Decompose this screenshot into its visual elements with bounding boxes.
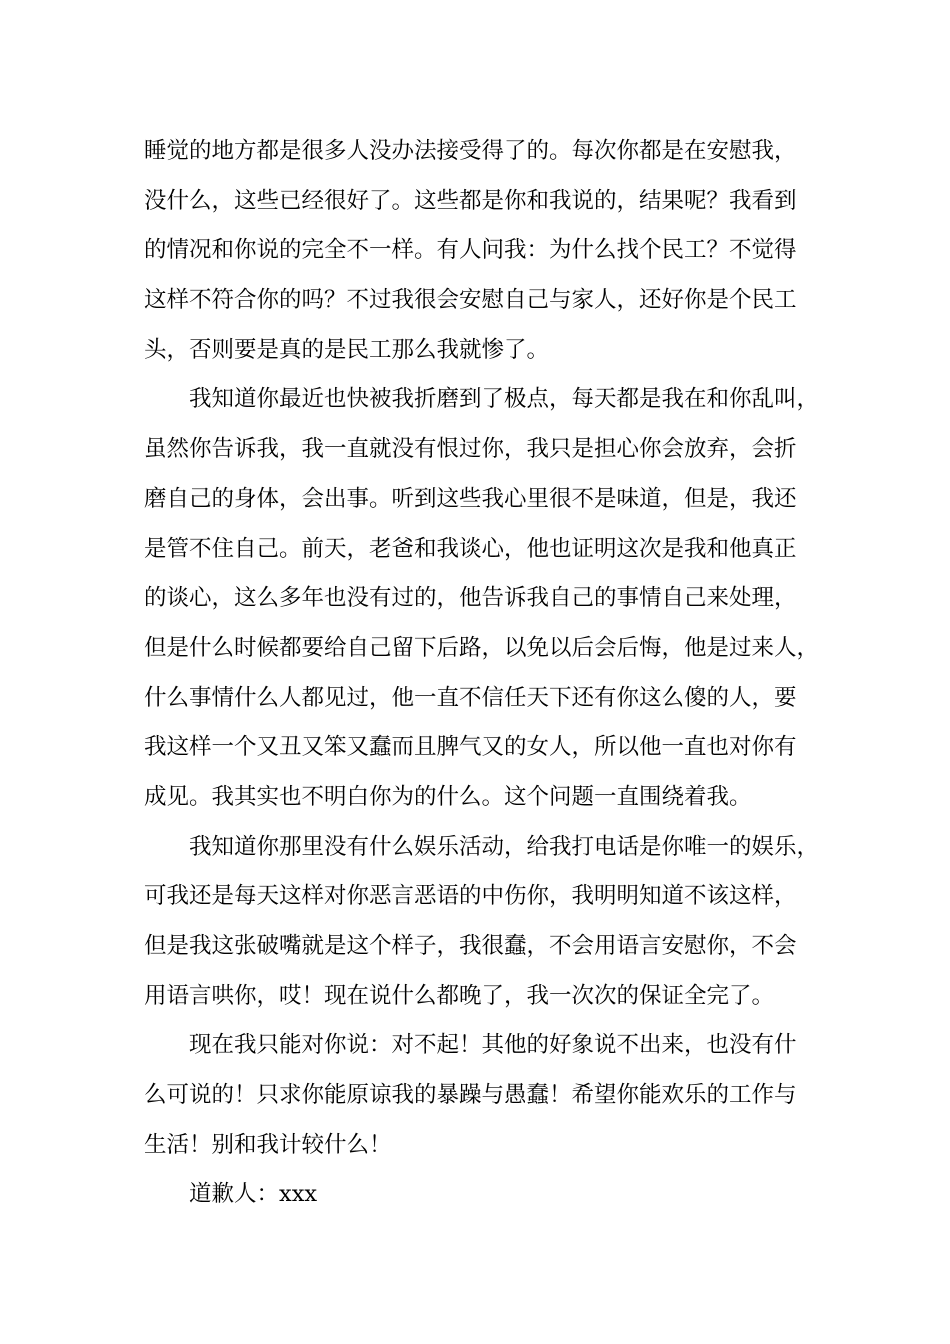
text-line: 头，否则要是真的是民工那么我就惨了。	[144, 336, 550, 363]
text-line: 生活！别和我计较什么！	[144, 1131, 392, 1158]
text-line: 成见。我其实也不明白你为的什么。这个问题一直围绕着我。	[144, 783, 752, 810]
letter-body	[144, 127, 834, 1220]
text-line: 磨自己的身体，会出事。听到这些我心里很不是味道，但是，我还	[144, 485, 797, 512]
text-line: 虽然你告诉我，我一直就没有恨过你，我只是担心你会放弃，会折	[144, 436, 797, 463]
text-line: 的谈心，这么多年也没有过的，他告诉我自己的事情自己来处理，	[144, 585, 797, 612]
text-line: 用语言哄你，哎！现在说什么都晚了，我一次次的保证全完了。	[144, 982, 775, 1009]
text-line: 么可说的！只求你能原谅我的暴躁与愚蠢！希望你能欢乐的工作与	[144, 1082, 797, 1109]
text-line: 是管不住自己。前天，老爸和我谈心，他也证明这次是我和他真正	[144, 535, 797, 562]
text-line: 的情况和你说的完全不一样。有人问我：为什么找个民工？不觉得	[144, 237, 797, 264]
text-line: 这样不符合你的吗？不过我很会安慰自己与家人，还好你是个民工	[144, 287, 797, 314]
text-line: 可我还是每天这样对你恶言恶语的中伤你，我明明知道不该这样，	[144, 883, 797, 910]
text-line: 睡觉的地方都是很多人没办法接受得了的。每次你都是在安慰我，	[144, 138, 797, 164]
text-line: 什么事情什么人都见过，他一直不信任天下还有你这么傻的人，要	[144, 684, 797, 711]
text-line: 但是我这张破嘴就是这个样子，我很蠢，不会用语言安慰你，不会	[144, 933, 797, 959]
text-line: 我知道你那里没有什么娱乐活动，给我打电话是你唯一的娱乐，	[189, 833, 820, 860]
text-line: 我这样一个又丑又笨又蠢而且脾气又的女人，所以他一直也对你有	[144, 734, 797, 761]
text-line: 我知道你最近也快被我折磨到了极点，每天都是我在和你乱叫，	[189, 386, 820, 413]
text-line: 现在我只能对你说：对不起！其他的好象说不出来，也没有什	[189, 1032, 797, 1059]
text-line: 但是什么时候都要给自己留下后路，以免以后会后悔，他是过来人，	[144, 634, 820, 661]
text-line: 道歉人：xxx	[189, 1181, 318, 1208]
text-line: 没什么，这些已经很好了。这些都是你和我说的，结果呢？我看到	[144, 187, 797, 214]
